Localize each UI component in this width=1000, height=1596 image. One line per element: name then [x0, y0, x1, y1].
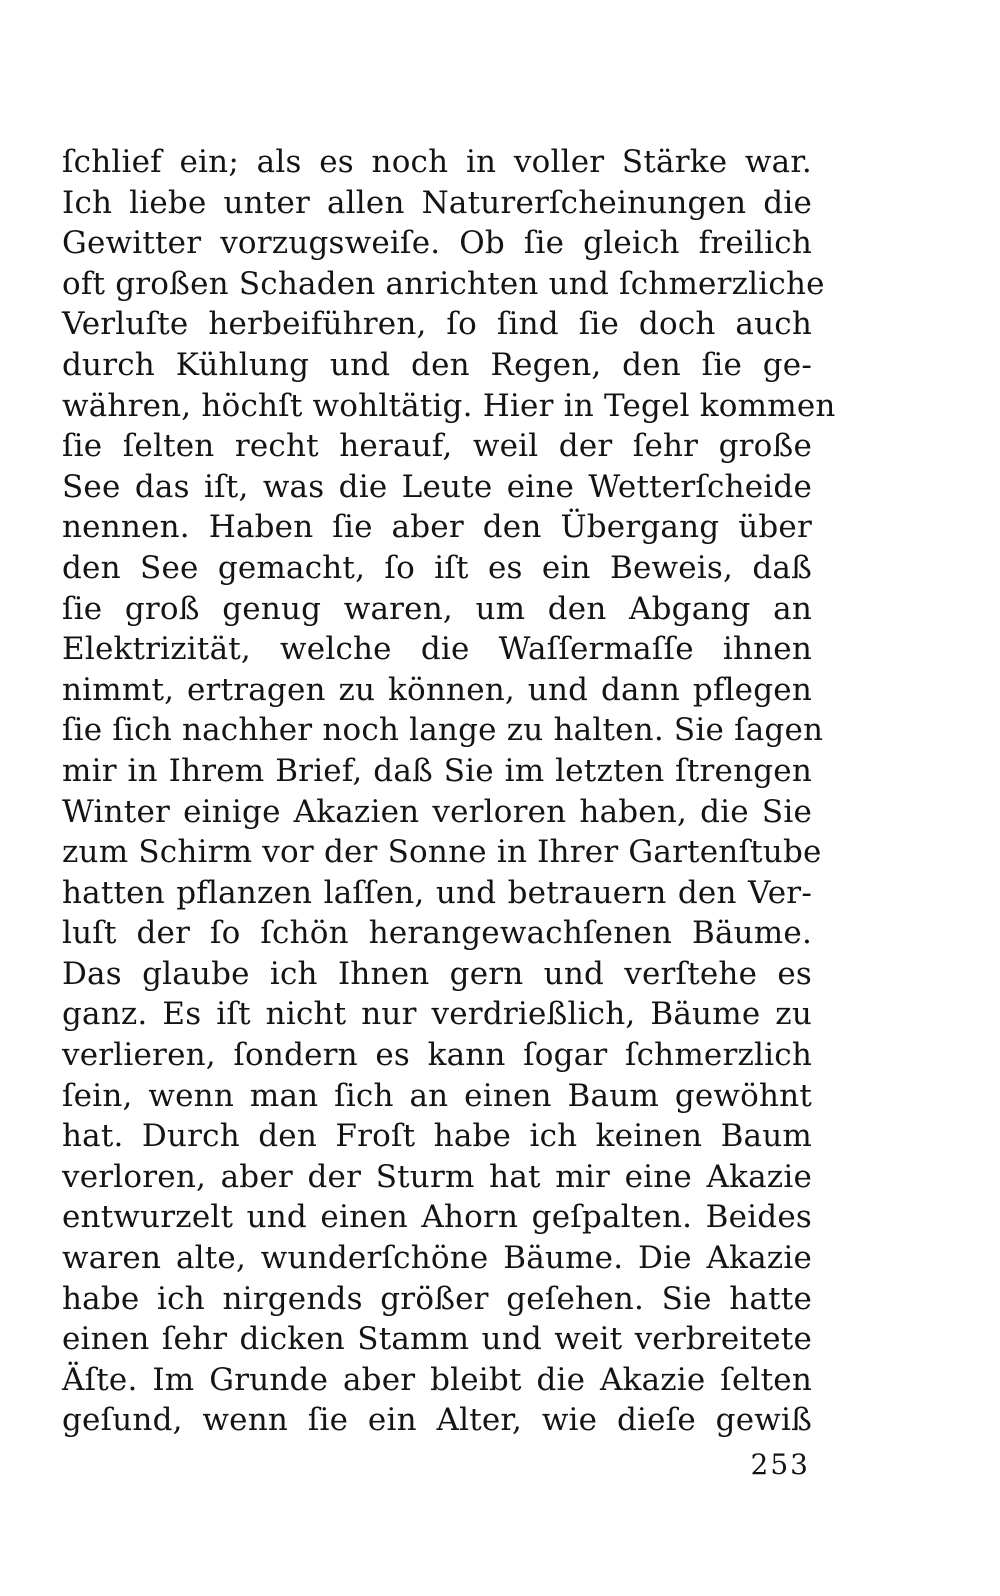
text-line: ſchlief ein; als es noch in voller Stärke war. — [62, 144, 812, 180]
text-line: Ich liebe unter allen Naturerſcheinungen die — [62, 184, 812, 221]
text-line: nimmt, ertragen zu können, und dann pflegen — [62, 671, 812, 708]
text-line: oft großen Schaden anrichten und ſchmerzliche — [62, 265, 825, 302]
text-line: hat. Durch den Froſt habe ich keinen Baum — [62, 1118, 812, 1155]
text-line: Das glaube ich Ihnen gern und verſtehe es — [62, 955, 812, 992]
text-line: verlieren, ſondern es kann ſogar ſchmerzlich — [62, 1037, 812, 1074]
text-line: waren alte, wunderſchöne Bäume. Die Akazie — [62, 1240, 812, 1277]
text-line: hatten pflanzen laſſen, und betrauern den Ver- — [62, 874, 812, 911]
text-line: Winter einige Akazien verloren haben, die Sie — [62, 793, 812, 830]
text-line: verloren, aber der Sturm hat mir eine Akazie — [62, 1158, 812, 1195]
text-line: ſie groß genug waren, um den Abgang an — [62, 590, 812, 627]
text-line: zum Schirm vor der Sonne in Ihrer Gartenſtube — [62, 834, 822, 871]
text-line: den See gemacht, ſo iſt es ein Beweis, daß — [62, 549, 812, 586]
body-text — [62, 142, 836, 1441]
text-line: mir in Ihrem Brief, daß Sie im letzten ſtrengen — [62, 752, 812, 789]
text-line: Gewitter vorzugsweiſe. Ob ſie gleich freilich — [62, 225, 812, 262]
text-line: See das iſt, was die Leute eine Wetterſcheide — [62, 468, 812, 505]
text-line: ſie ſelten recht herauf, weil der ſehr große — [62, 428, 812, 465]
text-line: luſt der ſo ſchön herangewachſenen Bäume. — [62, 915, 812, 952]
text-line: durch Kühlung und den Regen, den ſie ge- — [62, 346, 812, 383]
text-line: Verluſte herbeiführen, ſo ſind ſie doch auch — [62, 306, 812, 343]
text-line: einen ſehr dicken Stamm und weit verbreitete — [62, 1321, 812, 1358]
text-line: ſie ſich nachher noch lange zu halten. Sie ſagen — [62, 712, 824, 749]
text-line: ſein, wenn man ſich an einen Baum gewöhnt — [62, 1077, 812, 1114]
text-line: habe ich nirgends größer geſehen. Sie hatte — [62, 1280, 812, 1317]
text-line: entwurzelt und einen Ahorn geſpalten. Beides — [62, 1199, 812, 1236]
text-line: währen, höchſt wohltätig. Hier in Tegel kommen — [62, 387, 836, 424]
text-line: Elektrizität, welche die Waſſermaſſe ihnen — [62, 631, 812, 668]
text-line: ganz. Es iſt nicht nur verdrießlich, Bäume zu — [62, 996, 812, 1033]
text-line: nennen. Haben ſie aber den Übergang über — [62, 509, 812, 546]
text-line: Äſte. Im Grunde aber bleibt die Akazie ſelten — [62, 1361, 812, 1398]
text-line: geſund, wenn ſie ein Alter, wie dieſe gewiß — [62, 1402, 812, 1439]
page-number: 253 — [750, 1448, 810, 1481]
